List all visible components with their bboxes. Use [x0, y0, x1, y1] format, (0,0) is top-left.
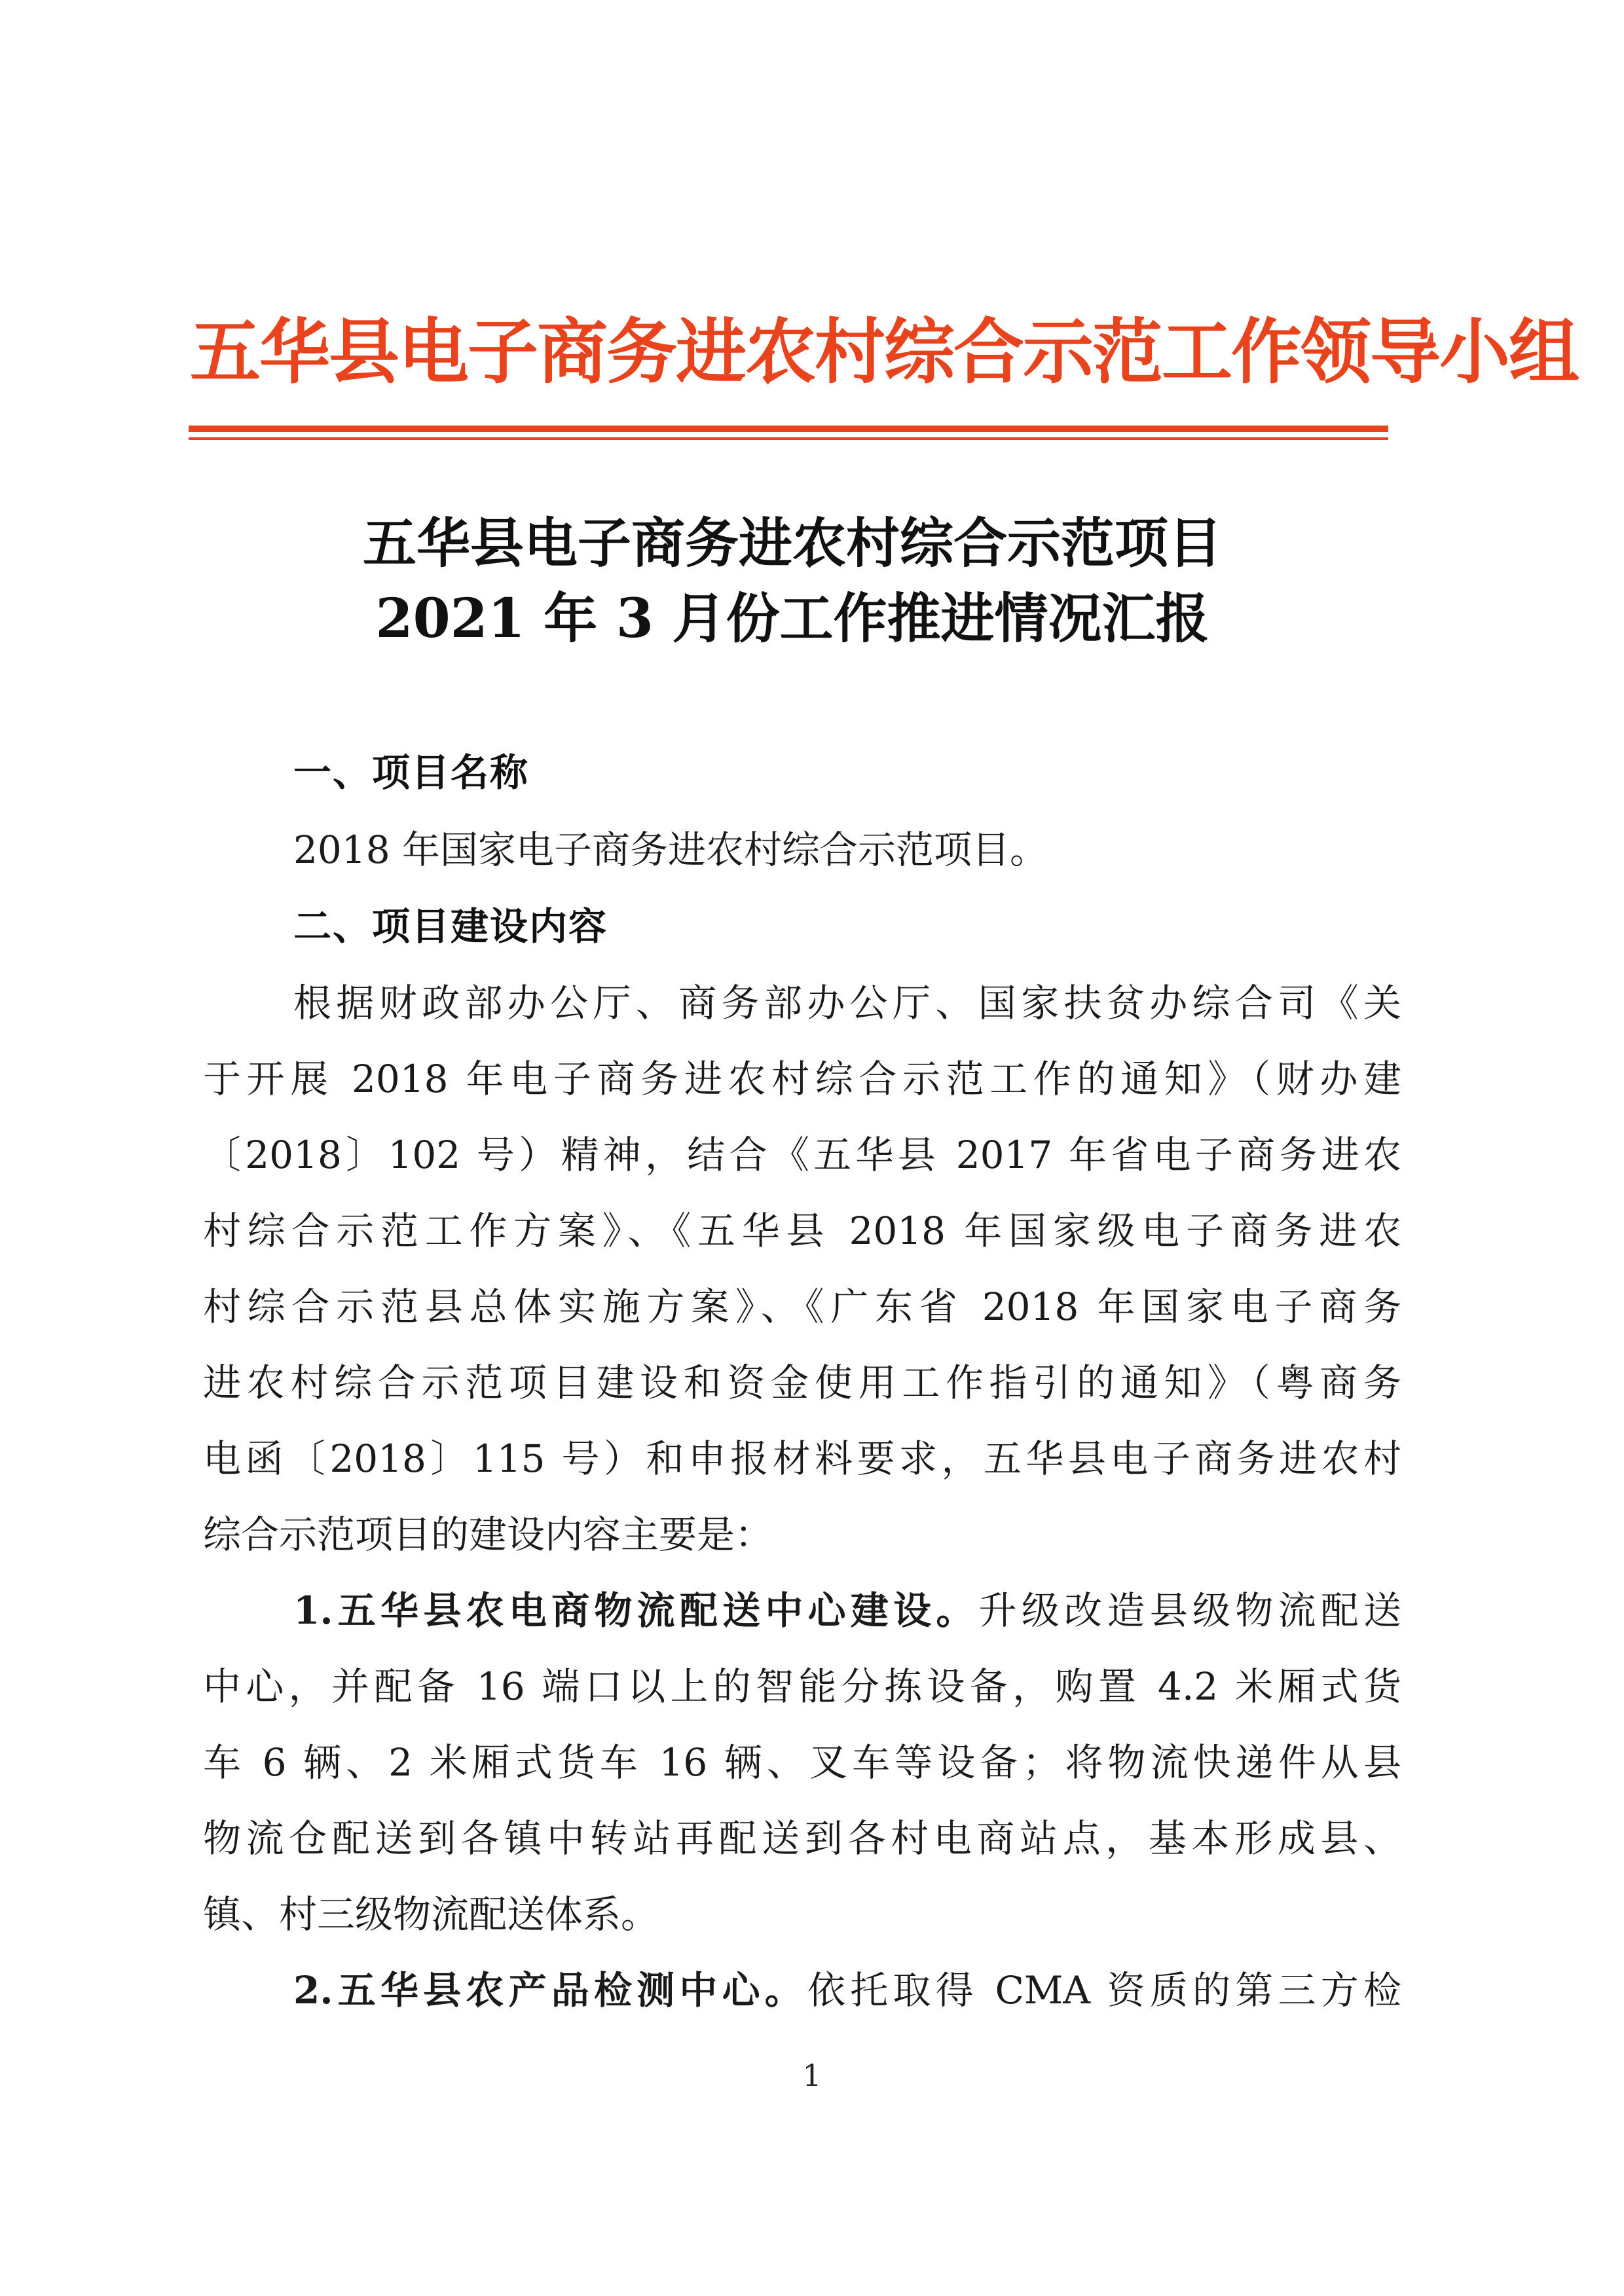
- para1-line: 根据财政部办公厅、商务部办公厅、国家扶贫办综合司《关: [293, 981, 1401, 1025]
- para1-line: 〔2018〕102 号）精神，结合《五华县 2017 年省电子商务进农: [203, 1133, 1401, 1177]
- para1-line: 村综合示范工作方案》、《五华县 2018 年国家级电子商务进农: [203, 1209, 1401, 1253]
- item2-first-line: [293, 1964, 1401, 2016]
- section2-heading: 二、项目建设内容: [293, 904, 608, 949]
- item1-line: 车 6 辆、2 米厢式货车 16 辆、叉车等设备；将物流快递件从县: [203, 1740, 1401, 1785]
- document-title-line2: 2021 年 3 月份工作推进情况汇报: [375, 587, 1209, 650]
- section1-heading: 一、项目名称: [293, 750, 530, 795]
- para1-line: 村综合示范县总体实施方案》、《广东省 2018 年国家电子商务: [203, 1285, 1401, 1329]
- para1-line: 综合示范项目的建设内容主要是：: [203, 1512, 773, 1557]
- item2-first-rest: 依托取得 CMA 资质的第三方检: [807, 1968, 1401, 2013]
- para1-line: 进农村综合示范项目建设和资金使用工作指引的通知》（粤商务: [203, 1360, 1401, 1405]
- item1-title: 1.五华县农电商物流配送中心建设。: [293, 1588, 979, 1633]
- item1-line: 物流仓配送到各镇中转站再配送到各村电商站点，基本形成县、: [203, 1816, 1401, 1861]
- item1-first-rest: 升级改造县级物流配送: [978, 1588, 1401, 1633]
- item1-line: 镇、村三级物流配送体系。: [203, 1892, 659, 1937]
- item1-first-line: [293, 1584, 1401, 1637]
- para1-line: 电函〔2018〕115 号）和申报材料要求，五华县电子商务进农村: [203, 1436, 1401, 1481]
- item2-title: 2.五华县农产品检测中心。: [293, 1968, 808, 2013]
- item1-line: 中心，并配备 16 端口以上的智能分拣设备，购置 4.2 米厢式货: [203, 1664, 1401, 1709]
- section1-text: 2018 年国家电子商务进农村综合示范项目。: [293, 828, 1048, 872]
- document-title-line1: 五华县电子商务进农村综合示范项目: [362, 512, 1222, 575]
- masthead-rule-thin: [189, 437, 1388, 440]
- masthead-rule-thick: [189, 426, 1388, 432]
- masthead-org-name: 五华县电子商务进农村综合示范工作领导小组: [190, 311, 1579, 393]
- page-number: 1: [802, 2058, 822, 2093]
- para1-line: 于开展 2018 年电子商务进农村综合示范工作的通知》（财办建: [203, 1057, 1401, 1101]
